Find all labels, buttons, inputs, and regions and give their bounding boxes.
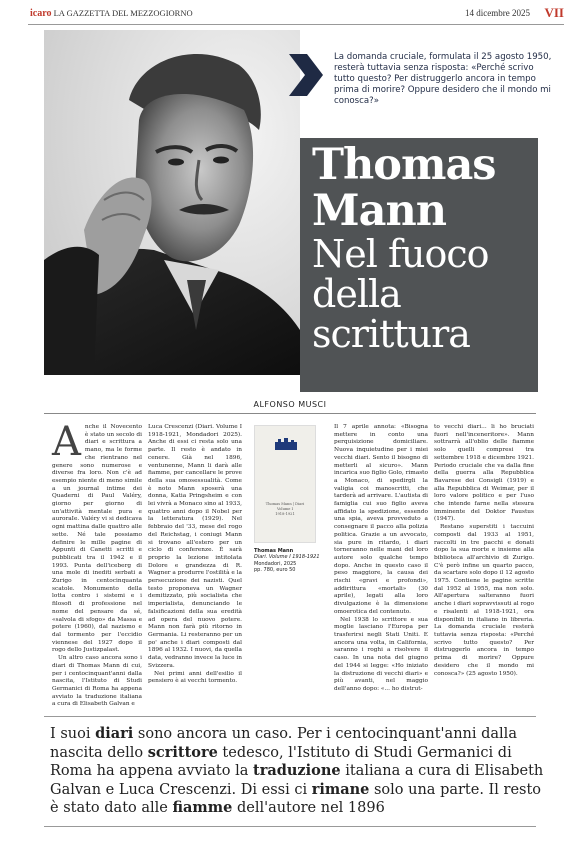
caption-author: Thomas Mann xyxy=(254,548,294,554)
chevron-right-icon xyxy=(287,52,325,102)
summary-bottom-divider xyxy=(44,826,536,827)
headline-last-name: Mann xyxy=(312,186,446,236)
summary-top-divider xyxy=(44,716,536,717)
brand-name: icaro xyxy=(30,8,52,19)
headline-line-5: scrittura xyxy=(312,312,470,356)
highlight-word: diari xyxy=(95,725,134,742)
paragraph: Il 7 aprile annota: «Bisogna mettere in conto una perquisizione domiciliare. Nuova inquietudine per i miei vecchi diari. Sento il bisogno di metterli al sicuro». Mann incarica suo figlio Golo, rimasto a Monaco, di spedirgli la valigia coi manoscritti, che tarderà ad arrivare. L'autista di famiglia cui suo figlio aveva affidato la spedizione, essendo una spia, aveva provveduto a consegnare il pacco alla polizia politica. Grazie a un avvocato, sia pure in ritardo, i diari torneranno nelle mani del loro autore solo qualche tempo dopo. Anche in questo caso il peso maggiore, la causa dei rischi «gravi e profondi», addirittura «mortali» (30 aprile), legati alla loro divulgazione è la dimensione omoerotica del contenuto. xyxy=(334,424,428,615)
book-cover-illustration xyxy=(275,438,297,450)
page-header xyxy=(0,0,580,24)
byline-divider xyxy=(44,413,536,414)
paragraph: Luca Crescenzi (Diari. Volume I 1918-1921, Mondadori 2025). Anche di essi ci resta solo una parte. Il resto è andato in cenere. Già nel 1896, ventunenne, Mann li darà alle fiamme, per cancellare le prove della sua omosessualità. Come è noto Mann sposerà una donna, Katia Pringsheim e con lei vivrà a Monaco sino al 1933, quattro anni dopo il Nobel per la letteratura (1929). Nel febbraio del '33, mese del rogo del Reichstag, i coniugi Mann si trovano all'estero per un ciclo di conferenze. È sarà proprio la lezione intitolata Dolore e grandezza di R. Wagner a produrre l'ostilità e la persecuzione dei nazisti. Quel testo proponeva un Wagner demitizzato, più socialista che imperialista, denunciando le falsificazioni della sua eredità ad opera del nuovo potere. Mann non farà più ritorno in Germania. Li resteranno per un po' anche i diari composti dal 1896 al 1932. I nuovi, da quella data, vedranno invece la luce in Svizzera. xyxy=(148,424,242,669)
headline-line-3: Nel fuoco xyxy=(312,232,489,276)
paragraph: Nel 1938 lo scrittore e sua moglie lasciano l'Europa per trasferirsi negli Stati Uniti. E ancora una volta, in California, saranno i roghi a risolvere il caso. In una nota del giugno del 1944 si legge: «Ho iniziato la distruzione di vecchi diari» e più avanti, nel maggio dell'anno dopo: «... ho distrut- xyxy=(334,616,428,692)
author-portrait xyxy=(44,30,300,375)
caption-title: Diari. Volume I 1918-1921 xyxy=(254,554,320,561)
paragraph: Restano superstiti i taccuini composti dal 1933 al 1951, raccolti in tre pacchi e donati dopo la sua morte e insieme alla biblioteca all'archivio di Zurigo. C'è però infine un quarto pacco, da scartare solo dopo il 12 agosto 1975. Contiene le pagine scritte dal 1952 al 1955, ma non solo. All'apertura salteranno fuori anche i diari sopravvissuti al rogo e risalenti al 1918-1921, ora disponibili in italiano in libreria. La domanda cruciale resterà tuttavia senza risposta: «Perché scrivo tutto questo? Per distruggerlo ancora in tempo prima di morire? Oppure desidero che il mondo mi conosca?» (25 agosto 1950). xyxy=(434,524,534,677)
highlight-word: rimane xyxy=(311,780,370,798)
headline-line-4: della xyxy=(312,272,401,316)
headline-first-name: Thomas xyxy=(312,140,496,190)
book-caption xyxy=(254,548,324,573)
headline-box xyxy=(300,138,538,392)
article-column-1 xyxy=(52,419,142,709)
highlight-word: fiamme xyxy=(172,799,233,817)
article-column-4 xyxy=(434,424,534,678)
issue-date: 14 dicembre 2025 xyxy=(465,8,530,18)
header-divider xyxy=(28,24,564,25)
caption-publisher: Mondadori, 2025 xyxy=(254,560,297,567)
page-number: VII xyxy=(544,5,564,20)
paragraph-text: nche il Novecento è stato un secolo di diari e scrittura a mano, ma le forme che rientrano nel genere sono numerose e diverse fra loro. Non c'è ad esempio niente di meno simile a un journal intime dei Quaderni di Paul Valéry, giorno per giorno di un'attività mentale pura e auroraIe. Valéry vi si dedicava ogni mattina dalle quattro alle sette. Né tale possiamo definire le mille pagine di Appunti di Canetti scritti e pubblicati tra il 1942 e il 1993. Punta dell'iceberg di una mole di inediti serbati a Zurigo in centocinquanta scatole. Monumento della lotta contro i sistemi e i filosofi di professione nel nome del pensare da sé, «salvola di sfogo» da Massa e potere (1960), dal nazismo e dal tormento per l'eccidio viennese del 1927 dopo il rogo dello Justizpalast. xyxy=(52,424,142,654)
article-column-3 xyxy=(334,424,428,694)
paragraph xyxy=(52,419,142,655)
book-cover-text: Thomas Mann | Diari Volume I 1918-1921 xyxy=(265,502,305,516)
paragraph: Nei primi anni dell'esilio il pensiero è ai vecchi tormento. xyxy=(148,670,242,685)
article-column-2 xyxy=(148,424,242,686)
paragraph: Un altro caso ancora sono i diari di Thomas Mann di cui, per i centocinquant'anni dalla nascita, l'Istituto di Studi Germanici di Roma ha appena avviato la traduzione italiana a cura di Elisabeth Galvan e xyxy=(52,655,142,708)
summary-text: I suoi diari sono ancora un caso. Per i centocinquant'anni dalla nascita dello scrittore tedesco, l'Istituto di Studi Germanici di Roma ha appena avviato la traduzione italiana a cura di Elisabeth Galvan e Luca Crescenzi. Di essi ci rimane solo una parte. Il resto è stato dato alle fiamme dell'autore nel 1896 xyxy=(50,725,544,817)
book-cover xyxy=(254,425,316,543)
highlight-word: traduzione xyxy=(253,762,341,780)
byline: ALFONSO MUSCI xyxy=(253,400,327,409)
drop-cap: A xyxy=(52,419,81,465)
caption-details: pp. 780, euro 50 xyxy=(254,566,296,573)
pull-quote: La domanda cruciale, formulata il 25 agosto 1950, resterà tuttavia senza risposta: «Perché scrivo tutto questo? Per distruggerlo ancora in tempo prima di morire? Oppure desidero che il mondo mi conosca?» xyxy=(334,52,552,106)
masthead xyxy=(30,8,193,19)
newspaper-name: LA GAZZETTA DEL MEZZOGIORNO xyxy=(53,8,193,18)
paragraph: to vecchi diari... li ho bruciati fuori nell'inceneritore». Mann sottrarrà all'oblio delle fiamme solo quelli compresi tra settembre 1918 e dicembre 1921. Periodo cruciale che va dalla fine della guerra alla Repubblica Bavarese dei Consigli (1919) e alla Repubblica di Weimar, per il loro valore politico e per l'uso che intende farne nella stesura imminente del Doktor Faustus (1947). xyxy=(434,424,534,523)
highlight-word: scrittore xyxy=(147,743,218,761)
